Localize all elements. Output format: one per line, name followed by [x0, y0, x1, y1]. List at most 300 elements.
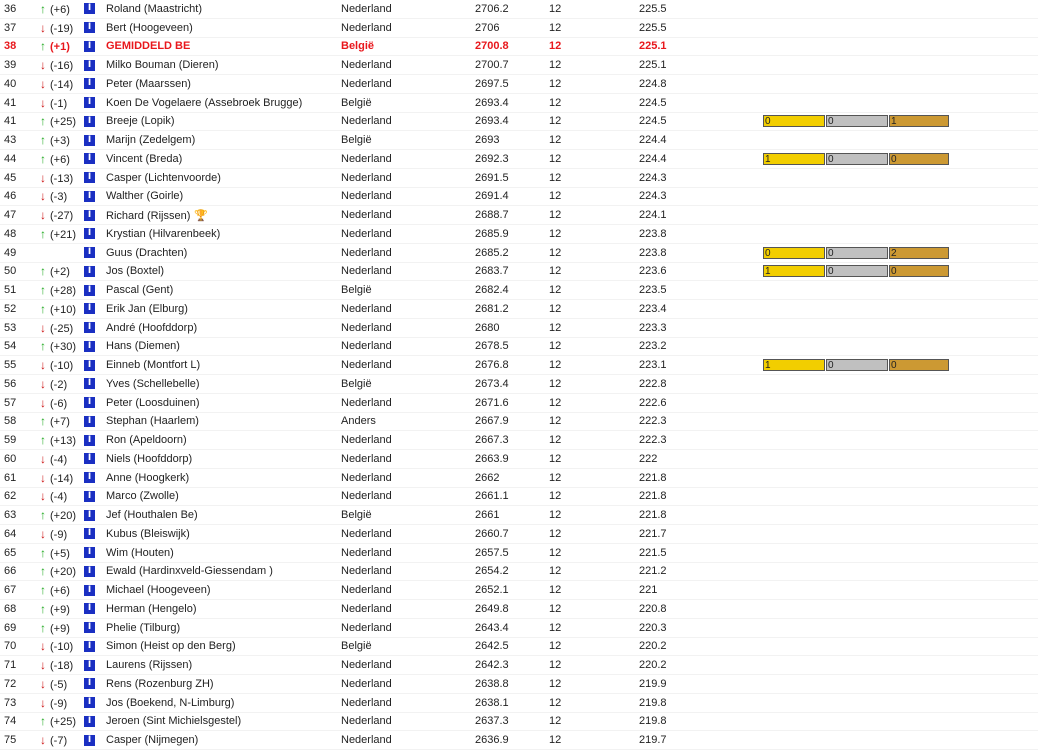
medals-cell	[763, 468, 1033, 487]
profile-icon[interactable]: I	[84, 3, 95, 14]
table-row	[0, 693, 1038, 712]
movement-value: (-2)	[50, 378, 68, 391]
player-name-cell[interactable]	[106, 506, 341, 525]
medals-cell	[763, 262, 1033, 281]
country-cell: Nederland	[341, 168, 475, 187]
table-row	[0, 543, 1038, 562]
player-name[interactable]: Walther (Goirle)	[106, 190, 184, 203]
country-cell: Nederland	[341, 262, 475, 281]
country-cell: België	[341, 375, 475, 394]
movement-value: (-6)	[50, 397, 68, 410]
profile-cell[interactable]	[84, 0, 106, 18]
player-name[interactable]: Anne (Hoogkerk)	[106, 471, 190, 484]
profile-cell[interactable]	[84, 225, 106, 244]
player-name[interactable]: Phelie (Tilburg)	[106, 621, 181, 634]
player-name[interactable]: André (Hoofddorp)	[106, 321, 198, 334]
empty-cell	[1033, 337, 1038, 356]
arrow-down-icon: ↓	[40, 395, 46, 410]
rank-cell: 60	[0, 450, 38, 469]
score-cell: 2660.7	[475, 525, 549, 544]
average-cell: 219.8	[639, 693, 763, 712]
profile-icon[interactable]: I	[84, 135, 95, 146]
country-cell: Anders	[341, 412, 475, 431]
profile-cell[interactable]	[84, 656, 106, 675]
player-name-cell[interactable]	[106, 112, 341, 131]
table-row	[0, 187, 1038, 206]
profile-cell[interactable]	[84, 487, 106, 506]
score-cell: 2678.5	[475, 337, 549, 356]
player-name-cell[interactable]	[106, 581, 341, 600]
movement-cell	[38, 431, 84, 450]
country-cell: Nederland	[341, 581, 475, 600]
score-cell: 2691.4	[475, 187, 549, 206]
medals-cell	[763, 506, 1033, 525]
profile-icon[interactable]: I	[84, 435, 95, 446]
player-name-cell[interactable]	[106, 18, 341, 37]
arrow-down-icon: ↓	[40, 320, 46, 335]
bronze-medal-count: 0	[889, 153, 949, 165]
profile-icon[interactable]: I	[84, 210, 95, 221]
movement-value: (-3)	[50, 191, 68, 204]
movement-cell	[38, 675, 84, 694]
table-row	[0, 562, 1038, 581]
player-name[interactable]: Koen De Vogelaere (Assebroek Brugge)	[106, 96, 303, 109]
score-cell: 2638.8	[475, 675, 549, 694]
player-name[interactable]: Vincent (Breda)	[106, 152, 183, 165]
medals-cell	[763, 637, 1033, 656]
arrow-down-icon: ↓	[40, 376, 46, 391]
player-name-cell[interactable]	[106, 468, 341, 487]
player-name-cell[interactable]	[106, 243, 341, 262]
movement-value: (+20)	[50, 510, 76, 523]
profile-cell[interactable]	[84, 281, 106, 300]
medals-cell	[763, 562, 1033, 581]
medals-cell	[763, 412, 1033, 431]
player-name[interactable]: Ewald (Hardinxveld-Giessendam )	[106, 565, 273, 578]
empty-cell	[1033, 637, 1038, 656]
player-name[interactable]: Peter (Loosduinen)	[106, 396, 200, 409]
table-row	[0, 18, 1038, 37]
profile-icon[interactable]: I	[84, 510, 95, 521]
games-cell: 12	[549, 168, 639, 187]
empty-cell	[1033, 450, 1038, 469]
score-cell: 2661.1	[475, 487, 549, 506]
empty-cell	[1033, 356, 1038, 375]
player-name[interactable]: Breeje (Lopik)	[106, 115, 175, 128]
player-name[interactable]: Jef (Houthalen Be)	[106, 509, 198, 522]
medals-cell	[763, 75, 1033, 94]
movement-value: (-25)	[50, 322, 74, 335]
medals-cell	[763, 487, 1033, 506]
empty-cell	[1033, 112, 1038, 131]
player-name[interactable]: Einneb (Montfort L)	[106, 359, 201, 372]
country-cell: Nederland	[341, 18, 475, 37]
rank-cell: 53	[0, 318, 38, 337]
player-name-cell[interactable]	[106, 562, 341, 581]
player-name-cell[interactable]	[106, 262, 341, 281]
player-name-cell[interactable]	[106, 0, 341, 18]
arrow-up-icon: ↑	[40, 1, 46, 16]
games-cell: 12	[549, 693, 639, 712]
player-name-cell[interactable]	[106, 225, 341, 244]
player-name-cell[interactable]	[106, 412, 341, 431]
score-cell: 2700.8	[475, 37, 549, 56]
player-name-cell[interactable]	[106, 187, 341, 206]
games-cell: 12	[549, 93, 639, 112]
rank-cell: 68	[0, 600, 38, 619]
movement-cell	[38, 300, 84, 319]
player-name[interactable]: GEMIDDELD BE	[106, 40, 191, 53]
movement-value: (+3)	[50, 135, 70, 148]
score-cell: 2643.4	[475, 618, 549, 637]
profile-icon[interactable]: I	[84, 491, 95, 502]
player-name[interactable]: Richard (Rijssen)	[106, 209, 191, 222]
arrow-down-icon: ↓	[40, 526, 46, 541]
empty-cell	[1033, 300, 1038, 319]
rank-cell: 72	[0, 675, 38, 694]
profile-cell[interactable]	[84, 206, 106, 225]
player-name-cell[interactable]	[106, 656, 341, 675]
profile-icon[interactable]: I	[84, 41, 95, 52]
profile-icon[interactable]: I	[84, 603, 95, 614]
table-row	[0, 487, 1038, 506]
player-name-cell[interactable]	[106, 450, 341, 469]
score-cell: 2642.5	[475, 637, 549, 656]
rank-cell: 37	[0, 18, 38, 37]
profile-cell[interactable]	[84, 618, 106, 637]
profile-cell[interactable]	[84, 525, 106, 544]
profile-icon[interactable]: I	[84, 622, 95, 633]
player-name-cell[interactable]	[106, 93, 341, 112]
table-row	[0, 600, 1038, 619]
games-cell: 12	[549, 75, 639, 94]
profile-cell[interactable]	[84, 693, 106, 712]
games-cell: 12	[549, 712, 639, 731]
profile-cell[interactable]	[84, 468, 106, 487]
arrow-up-icon: ↑	[40, 264, 46, 279]
arrow-down-icon: ↓	[40, 208, 46, 223]
player-name-cell[interactable]	[106, 206, 341, 225]
country-cell: Nederland	[341, 450, 475, 469]
profile-icon[interactable]: I	[84, 247, 95, 258]
score-cell: 2649.8	[475, 600, 549, 619]
profile-icon[interactable]: I	[84, 678, 95, 689]
player-name[interactable]: Simon (Heist op den Berg)	[106, 640, 236, 653]
profile-cell[interactable]	[84, 131, 106, 150]
player-name-cell[interactable]	[106, 337, 341, 356]
movement-cell	[38, 281, 84, 300]
country-cell: Nederland	[341, 337, 475, 356]
table-row	[0, 37, 1038, 56]
average-cell: 221.5	[639, 543, 763, 562]
profile-icon[interactable]: I	[84, 322, 95, 333]
player-name[interactable]: Kubus (Bleiswijk)	[106, 527, 190, 540]
arrow-down-icon: ↓	[40, 58, 46, 73]
empty-cell	[1033, 393, 1038, 412]
player-name-cell[interactable]	[106, 637, 341, 656]
player-name-cell[interactable]	[106, 731, 341, 750]
rank-cell: 75	[0, 731, 38, 750]
player-name-cell[interactable]	[106, 56, 341, 75]
player-name-cell[interactable]	[106, 318, 341, 337]
arrow-down-icon: ↓	[40, 695, 46, 710]
table-row	[0, 93, 1038, 112]
movement-value: (+30)	[50, 341, 76, 354]
player-name-cell[interactable]	[106, 37, 341, 56]
profile-cell[interactable]	[84, 581, 106, 600]
profile-cell[interactable]	[84, 356, 106, 375]
profile-icon[interactable]: I	[84, 528, 95, 539]
rank-cell: 67	[0, 581, 38, 600]
games-cell: 12	[549, 318, 639, 337]
player-name[interactable]: Peter (Maarssen)	[106, 77, 191, 90]
profile-icon[interactable]: I	[84, 341, 95, 352]
table-row	[0, 225, 1038, 244]
profile-icon[interactable]: I	[84, 266, 95, 277]
rank-cell: 46	[0, 187, 38, 206]
silver-medal-count: 0	[826, 359, 888, 371]
player-name[interactable]: Marco (Zwolle)	[106, 490, 179, 503]
profile-cell[interactable]	[84, 412, 106, 431]
player-name-cell[interactable]	[106, 487, 341, 506]
player-name-cell[interactable]	[106, 693, 341, 712]
player-name-cell[interactable]	[106, 356, 341, 375]
player-name[interactable]: Rens (Rozenburg ZH)	[106, 677, 214, 690]
arrow-down-icon: ↓	[40, 451, 46, 466]
player-name-cell[interactable]	[106, 600, 341, 619]
country-cell: Nederland	[341, 0, 475, 18]
profile-cell[interactable]	[84, 731, 106, 750]
profile-cell[interactable]	[84, 375, 106, 394]
arrow-down-icon: ↓	[40, 676, 46, 691]
profile-cell[interactable]	[84, 150, 106, 169]
player-name[interactable]: Stephan (Haarlem)	[106, 415, 199, 428]
player-name-cell[interactable]	[106, 543, 341, 562]
country-cell: Nederland	[341, 431, 475, 450]
profile-icon[interactable]: I	[84, 360, 95, 371]
rank-cell: 55	[0, 356, 38, 375]
profile-cell[interactable]	[84, 56, 106, 75]
arrow-up-icon: ↑	[40, 339, 46, 354]
games-cell: 12	[549, 450, 639, 469]
profile-icon[interactable]: I	[84, 453, 95, 464]
player-name[interactable]: Yves (Schellebelle)	[106, 377, 200, 390]
profile-cell[interactable]	[84, 37, 106, 56]
medals-cell	[763, 356, 1033, 375]
bronze-medal-count: 2	[889, 247, 949, 259]
profile-cell[interactable]	[84, 300, 106, 319]
movement-value: (-9)	[50, 528, 68, 541]
player-name[interactable]: Milko Bouman (Dieren)	[106, 59, 219, 72]
score-cell: 2642.3	[475, 656, 549, 675]
player-name-cell[interactable]	[106, 675, 341, 694]
games-cell: 12	[549, 243, 639, 262]
arrow-up-icon: ↑	[40, 301, 46, 316]
country-cell: België	[341, 281, 475, 300]
empty-cell	[1033, 600, 1038, 619]
profile-icon[interactable]: I	[84, 641, 95, 652]
country-cell: België	[341, 131, 475, 150]
gold-medal-count: 1	[763, 153, 825, 165]
games-cell: 12	[549, 37, 639, 56]
profile-cell[interactable]	[84, 243, 106, 262]
movement-cell	[38, 93, 84, 112]
country-cell: Nederland	[341, 393, 475, 412]
average-cell: 224.4	[639, 150, 763, 169]
player-name[interactable]: Niels (Hoofddorp)	[106, 452, 193, 465]
profile-icon[interactable]: I	[84, 697, 95, 708]
profile-icon[interactable]: I	[84, 716, 95, 727]
table-row	[0, 262, 1038, 281]
rank-cell: 74	[0, 712, 38, 731]
player-name-cell[interactable]	[106, 375, 341, 394]
profile-cell[interactable]	[84, 18, 106, 37]
profile-icon[interactable]: I	[84, 378, 95, 389]
profile-cell[interactable]	[84, 431, 106, 450]
average-cell: 224.3	[639, 187, 763, 206]
table-row	[0, 131, 1038, 150]
profile-icon[interactable]: I	[84, 566, 95, 577]
country-cell: Nederland	[341, 187, 475, 206]
profile-cell[interactable]	[84, 168, 106, 187]
profile-cell[interactable]	[84, 506, 106, 525]
profile-cell[interactable]	[84, 187, 106, 206]
profile-cell[interactable]	[84, 393, 106, 412]
country-cell: Nederland	[341, 243, 475, 262]
table-row	[0, 393, 1038, 412]
player-name[interactable]: Roland (Maastricht)	[106, 2, 202, 15]
player-name[interactable]: Bert (Hoogeveen)	[106, 21, 193, 34]
player-name[interactable]: Ron (Apeldoorn)	[106, 434, 187, 447]
movement-cell	[38, 393, 84, 412]
profile-cell[interactable]	[84, 75, 106, 94]
arrow-up-icon: ↑	[40, 601, 46, 616]
profile-icon[interactable]: I	[84, 22, 95, 33]
games-cell: 12	[549, 300, 639, 319]
player-name[interactable]: Casper (Nijmegen)	[106, 734, 199, 747]
profile-cell[interactable]	[84, 337, 106, 356]
player-name[interactable]: Laurens (Rijssen)	[106, 659, 193, 672]
profile-icon[interactable]: I	[84, 78, 95, 89]
movement-value: (+28)	[50, 285, 76, 298]
player-name-cell[interactable]	[106, 431, 341, 450]
player-name[interactable]: Jos (Boekend, N-Limburg)	[106, 696, 235, 709]
movement-value: (+5)	[50, 547, 70, 560]
player-name[interactable]: Hans (Diemen)	[106, 340, 180, 353]
games-cell: 12	[549, 562, 639, 581]
player-name[interactable]: Casper (Lichtenvoorde)	[106, 171, 221, 184]
player-name[interactable]: Jeroen (Sint Michielsgestel)	[106, 715, 242, 728]
profile-icon[interactable]: I	[84, 735, 95, 746]
games-cell: 12	[549, 356, 639, 375]
player-name-cell[interactable]	[106, 131, 341, 150]
medals-cell	[763, 337, 1033, 356]
medals-cell	[763, 693, 1033, 712]
player-name[interactable]: Krystian (Hilvarenbeek)	[106, 227, 221, 240]
profile-icon[interactable]: I	[84, 547, 95, 558]
player-name[interactable]: Erik Jan (Elburg)	[106, 302, 188, 315]
profile-icon[interactable]: I	[84, 660, 95, 671]
arrow-up-icon: ↑	[40, 508, 46, 523]
profile-cell[interactable]	[84, 600, 106, 619]
arrow-down-icon: ↓	[40, 76, 46, 91]
player-name-cell[interactable]	[106, 300, 341, 319]
player-name[interactable]: Jos (Boxtel)	[106, 265, 165, 278]
player-name[interactable]: Marijn (Zedelgem)	[106, 134, 196, 147]
player-name[interactable]: Michael (Hoogeveen)	[106, 584, 211, 597]
profile-cell[interactable]	[84, 637, 106, 656]
profile-icon[interactable]: I	[84, 416, 95, 427]
player-name-cell[interactable]	[106, 525, 341, 544]
arrow-up-icon: ↑	[40, 133, 46, 148]
profile-icon[interactable]: I	[84, 585, 95, 596]
profile-cell[interactable]	[84, 262, 106, 281]
profile-icon[interactable]: I	[84, 97, 95, 108]
profile-cell[interactable]	[84, 93, 106, 112]
player-name[interactable]: Pascal (Gent)	[106, 284, 174, 297]
games-cell: 12	[549, 431, 639, 450]
score-cell: 2673.4	[475, 375, 549, 394]
player-name[interactable]: Herman (Hengelo)	[106, 602, 197, 615]
average-cell: 222.6	[639, 393, 763, 412]
player-name[interactable]: Wim (Houten)	[106, 546, 174, 559]
profile-icon[interactable]: I	[84, 172, 95, 183]
table-row	[0, 468, 1038, 487]
rank-cell: 73	[0, 693, 38, 712]
profile-cell[interactable]	[84, 112, 106, 131]
score-cell: 2637.3	[475, 712, 549, 731]
gold-medal-count: 0	[763, 247, 825, 259]
profile-icon[interactable]: I	[84, 153, 95, 164]
player-name-cell[interactable]	[106, 281, 341, 300]
profile-cell[interactable]	[84, 675, 106, 694]
country-cell: België	[341, 93, 475, 112]
table-row	[0, 412, 1038, 431]
profile-icon[interactable]: I	[84, 285, 95, 296]
player-name-cell[interactable]	[106, 168, 341, 187]
profile-icon[interactable]: I	[84, 472, 95, 483]
country-cell: Nederland	[341, 600, 475, 619]
arrow-down-icon: ↓	[40, 95, 46, 110]
rank-cell: 38	[0, 37, 38, 56]
profile-icon[interactable]: I	[84, 303, 95, 314]
player-name[interactable]: Guus (Drachten)	[106, 246, 188, 259]
score-cell: 2691.5	[475, 168, 549, 187]
score-cell: 2692.3	[475, 150, 549, 169]
empty-cell	[1033, 93, 1038, 112]
empty-cell	[1033, 18, 1038, 37]
profile-icon[interactable]: I	[84, 228, 95, 239]
profile-cell[interactable]	[84, 450, 106, 469]
player-name-cell[interactable]	[106, 75, 341, 94]
empty-cell	[1033, 375, 1038, 394]
profile-icon[interactable]: I	[84, 397, 95, 408]
profile-cell[interactable]	[84, 543, 106, 562]
profile-cell[interactable]	[84, 562, 106, 581]
profile-cell[interactable]	[84, 318, 106, 337]
country-cell: Nederland	[341, 225, 475, 244]
player-name-cell[interactable]	[106, 393, 341, 412]
rank-cell: 63	[0, 506, 38, 525]
rank-cell: 36	[0, 0, 38, 18]
profile-icon[interactable]: I	[84, 191, 95, 202]
profile-icon[interactable]: I	[84, 116, 95, 127]
player-name-cell[interactable]	[106, 150, 341, 169]
rank-cell: 61	[0, 468, 38, 487]
player-name-cell[interactable]	[106, 618, 341, 637]
movement-value: (+6)	[50, 3, 70, 16]
profile-icon[interactable]: I	[84, 60, 95, 71]
